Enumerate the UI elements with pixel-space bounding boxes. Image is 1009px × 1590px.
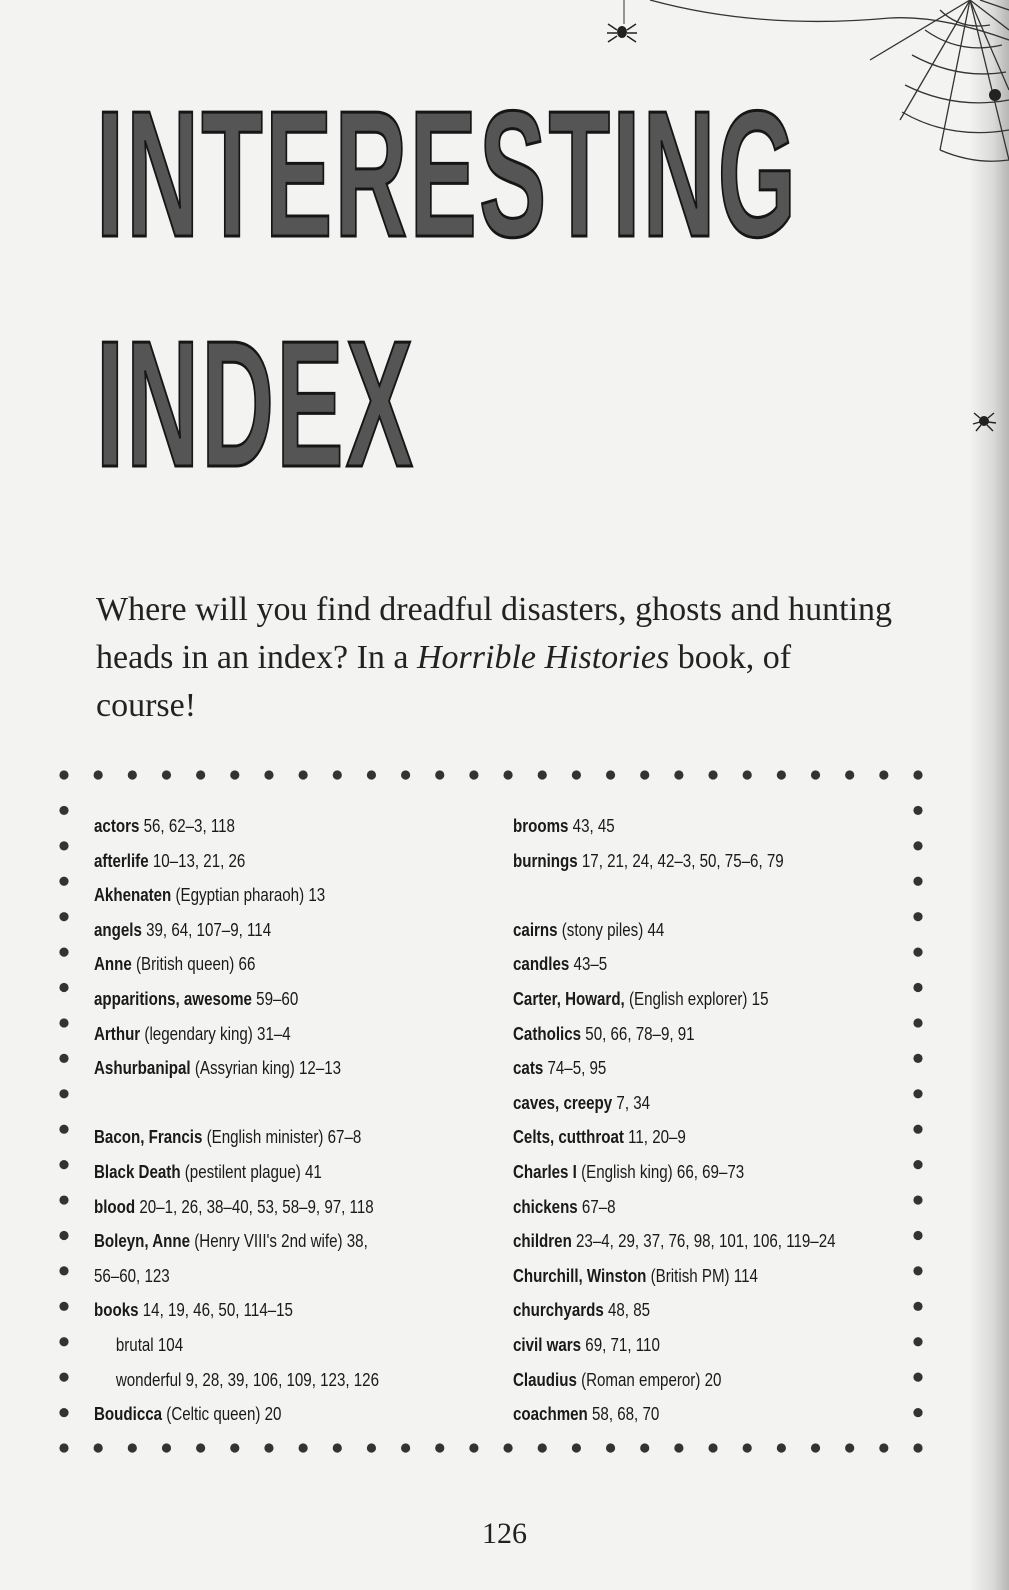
index-entry <box>513 1051 841 1086</box>
index-term: Akhenaten <box>94 885 172 906</box>
index-term: Bacon, Francis <box>94 1127 203 1148</box>
index-term: civil wars <box>513 1334 582 1355</box>
index-pages: 11, 20–9 <box>628 1127 686 1148</box>
border-dot <box>59 948 68 957</box>
index-pages: 41 <box>304 1161 322 1182</box>
index-entry <box>513 1397 841 1432</box>
index-entry <box>513 913 841 948</box>
border-dot <box>777 1443 786 1452</box>
border-dot <box>59 1018 68 1027</box>
index-entry <box>513 1224 841 1259</box>
index-term: Ashurbanipal <box>94 1058 191 1079</box>
border-dot <box>811 770 820 779</box>
border-dot <box>367 1443 376 1452</box>
border-dot <box>401 770 410 779</box>
index-pages: 66 <box>238 954 256 975</box>
border-dot <box>913 1373 922 1382</box>
index-pages: 104 <box>157 1334 184 1355</box>
border-dot <box>128 770 137 779</box>
index-entry <box>94 947 438 982</box>
index-note: brutal <box>115 1334 154 1355</box>
index-term: cats <box>513 1058 544 1079</box>
border-dot <box>538 1443 547 1452</box>
border-dot <box>59 1302 68 1311</box>
index-pages: 9, 28, 39, 106, 109, 123, 126 <box>185 1369 379 1390</box>
border-dot <box>469 1443 478 1452</box>
index-box <box>58 763 924 1463</box>
border-dot <box>743 770 752 779</box>
index-entry <box>513 1293 841 1328</box>
index-pages: 58, 68, 70 <box>592 1404 660 1425</box>
border-dot <box>606 1443 615 1452</box>
border-dot <box>469 770 478 779</box>
border-dot <box>913 912 922 921</box>
border-dot <box>845 770 854 779</box>
index-note: (British PM) <box>650 1265 730 1286</box>
index-pages: 20 <box>264 1404 282 1425</box>
border-dot <box>913 948 922 957</box>
index-pages: 23–4, 29, 37, 76, 98, 101, 106, 119–24 <box>576 1231 836 1252</box>
index-entry <box>94 982 438 1017</box>
index-entry <box>94 913 438 948</box>
index-term: Claudius <box>513 1369 577 1390</box>
index-entry <box>94 1328 438 1363</box>
border-dot <box>913 1231 922 1240</box>
index-term: blood <box>94 1196 136 1217</box>
index-entry <box>513 947 841 982</box>
index-term: Boleyn, Anne <box>94 1231 191 1252</box>
index-term: burnings <box>513 850 578 871</box>
border-dot <box>913 1195 922 1204</box>
index-entry <box>94 1224 438 1259</box>
border-dot <box>572 1443 581 1452</box>
border-dot <box>59 912 68 921</box>
index-pages: 50, 66, 78–9, 91 <box>585 1023 695 1044</box>
border-dot <box>59 877 68 886</box>
border-dot <box>196 1443 205 1452</box>
border-dot <box>264 770 273 779</box>
index-pages: 39, 64, 107–9, 114 <box>146 919 272 940</box>
border-dot <box>913 1054 922 1063</box>
index-pages: 56–60, 123 <box>94 1265 170 1286</box>
index-note: (English minister) <box>206 1127 324 1148</box>
border-dot <box>913 1443 922 1452</box>
index-note: (legendary king) <box>144 1023 253 1044</box>
index-entry <box>94 1051 438 1086</box>
index-pages: 20–1, 26, 38–40, 53, 58–9, 97, 118 <box>139 1196 374 1217</box>
intro-text-end: book, of course! <box>96 639 792 724</box>
border-dot <box>674 1443 683 1452</box>
border-dot <box>913 877 922 886</box>
border-dot <box>59 806 68 815</box>
index-pages: 15 <box>751 988 769 1009</box>
index-entry <box>94 1363 438 1398</box>
border-dot <box>264 1443 273 1452</box>
index-note: (Assyrian king) <box>194 1058 295 1079</box>
index-term: children <box>513 1231 572 1252</box>
index-note: (Egyptian pharaoh) <box>175 885 305 906</box>
index-term: candles <box>513 954 570 975</box>
index-entry <box>94 1259 438 1294</box>
border-dot <box>94 770 103 779</box>
border-dot <box>708 770 717 779</box>
index-pages: 74–5, 95 <box>547 1058 607 1079</box>
border-dot <box>640 770 649 779</box>
index-note: (English king) <box>581 1161 673 1182</box>
index-term: brooms <box>513 816 569 836</box>
index-term: Carter, Howard, <box>513 988 625 1009</box>
border-dot <box>59 1408 68 1417</box>
border-dot <box>503 770 512 779</box>
title-line-2: INDEX <box>96 304 416 505</box>
border-dot <box>59 1089 68 1098</box>
border-dot <box>913 1408 922 1417</box>
intro-book-title: Horrible Histories <box>417 639 670 676</box>
index-pages: 56, 62–3, 118 <box>143 816 235 836</box>
index-term: Black Death <box>94 1161 181 1182</box>
index-entry <box>513 1190 841 1225</box>
index-entry <box>94 1120 438 1155</box>
border-dot <box>879 1443 888 1452</box>
border-dot <box>59 1160 68 1169</box>
index-entry <box>94 1190 438 1225</box>
border-dot <box>811 1443 820 1452</box>
index-entry <box>513 878 841 913</box>
index-entry <box>94 1017 438 1052</box>
index-entry <box>94 1086 438 1121</box>
border-dot <box>299 1443 308 1452</box>
index-pages: 7, 34 <box>616 1092 651 1113</box>
border-dot <box>913 1302 922 1311</box>
index-entry <box>513 1017 841 1052</box>
index-term: caves, creepy <box>513 1092 613 1113</box>
border-dot <box>435 770 444 779</box>
index-pages: 69, 71, 110 <box>585 1334 660 1355</box>
border-dot <box>913 1266 922 1275</box>
index-column-left <box>94 809 504 1432</box>
border-dot <box>162 1443 171 1452</box>
border-dot <box>59 1054 68 1063</box>
border-dot <box>59 770 68 779</box>
index-entry <box>94 844 438 879</box>
border-dot <box>538 770 547 779</box>
border-dot <box>59 1337 68 1346</box>
border-dot <box>59 1125 68 1134</box>
border-dot <box>401 1443 410 1452</box>
index-term: chickens <box>513 1196 578 1217</box>
index-pages: 17, 21, 24, 42–3, 50, 75–6, 79 <box>581 850 784 871</box>
index-entry <box>513 1155 841 1190</box>
border-dot <box>59 1373 68 1382</box>
border-dot <box>606 770 615 779</box>
index-note: (British queen) <box>136 954 235 975</box>
index-pages: 48, 85 <box>607 1300 651 1321</box>
border-dot <box>94 1443 103 1452</box>
border-dot <box>367 770 376 779</box>
index-term: Anne <box>94 954 132 975</box>
index-pages: 114 <box>733 1265 758 1286</box>
index-pages: 44 <box>647 919 665 940</box>
index-column-right <box>513 809 903 1432</box>
border-dot <box>913 806 922 815</box>
page-number: 126 <box>482 1517 527 1550</box>
border-dot <box>59 1266 68 1275</box>
index-entry <box>513 1363 841 1398</box>
index-pages: 14, 19, 46, 50, 114–15 <box>142 1300 293 1321</box>
index-pages: 66, 69–73 <box>676 1161 745 1182</box>
border-dot <box>333 770 342 779</box>
intro-paragraph <box>96 586 896 730</box>
page-title <box>96 74 1009 545</box>
index-pages: 38, <box>346 1231 368 1252</box>
index-pages: 59–60 <box>256 988 299 1009</box>
border-dot <box>845 1443 854 1452</box>
index-entry <box>513 982 841 1017</box>
index-term: coachmen <box>513 1404 588 1425</box>
index-pages: 13 <box>308 885 326 906</box>
border-dot <box>674 770 683 779</box>
border-dot <box>59 1195 68 1204</box>
border-dot <box>503 1443 512 1452</box>
border-dot <box>708 1443 717 1452</box>
index-pages: 43–5 <box>573 954 608 975</box>
title-line-1: INTERESTING <box>96 74 799 275</box>
border-dot <box>913 1337 922 1346</box>
index-term: Arthur <box>94 1023 141 1044</box>
border-dot <box>913 1160 922 1169</box>
border-dot <box>640 1443 649 1452</box>
index-term: churchyards <box>513 1300 604 1321</box>
index-pages: 67–8 <box>581 1196 616 1217</box>
border-dot <box>743 1443 752 1452</box>
index-term: afterlife <box>94 850 149 871</box>
intro-text-start: Where will you find dreadful disasters, ghosts and hunting heads in an index? In a <box>96 591 893 676</box>
border-dot <box>572 770 581 779</box>
index-term: Boudicca <box>94 1404 163 1425</box>
index-term: books <box>94 1300 139 1321</box>
index-entry <box>94 878 438 913</box>
index-term: apparitions, awesome <box>94 988 252 1009</box>
index-term: Catholics <box>513 1023 582 1044</box>
border-dot <box>435 1443 444 1452</box>
index-entry <box>513 1259 841 1294</box>
border-dot <box>59 841 68 850</box>
index-note: (Roman emperor) <box>581 1369 701 1390</box>
index-term: actors <box>94 816 140 836</box>
index-entry <box>513 809 841 844</box>
index-note: (English explorer) <box>628 988 748 1009</box>
index-pages: 31–4 <box>257 1023 291 1044</box>
border-dot <box>59 1231 68 1240</box>
index-term: Churchill, Winston <box>513 1265 647 1286</box>
index-entry <box>513 844 841 879</box>
border-dot <box>879 770 888 779</box>
index-entry <box>513 1120 841 1155</box>
index-term: Celts, cutthroat <box>513 1127 624 1148</box>
border-dot <box>913 770 922 779</box>
border-dot <box>230 770 239 779</box>
border-dot <box>333 1443 342 1452</box>
index-entry <box>94 809 438 844</box>
border-dot <box>128 1443 137 1452</box>
index-note: (pestilent plague) <box>184 1161 301 1182</box>
border-dot <box>913 1018 922 1027</box>
spider-icon <box>604 0 640 48</box>
index-entry <box>94 1293 438 1328</box>
border-dot <box>59 1443 68 1452</box>
index-entry <box>94 1397 438 1432</box>
border-dot <box>196 770 205 779</box>
border-dot <box>59 983 68 992</box>
index-pages: 67–8 <box>327 1127 362 1148</box>
index-entry <box>513 1086 841 1121</box>
index-entry <box>513 1328 841 1363</box>
index-term: angels <box>94 919 142 940</box>
index-pages: 20 <box>704 1369 722 1390</box>
index-term: cairns <box>513 919 558 940</box>
border-dot <box>913 983 922 992</box>
border-dot <box>913 1125 922 1134</box>
border-dot <box>230 1443 239 1452</box>
index-note: (stony piles) <box>561 919 644 940</box>
border-dot <box>777 770 786 779</box>
border-dot <box>162 770 171 779</box>
index-note: wonderful <box>115 1369 182 1390</box>
index-note: (Celtic queen) <box>166 1404 261 1425</box>
index-pages: 12–13 <box>299 1058 342 1079</box>
index-entry <box>94 1155 438 1190</box>
index-note: (Henry VIII's 2nd wife) <box>194 1231 343 1252</box>
border-dot <box>913 1089 922 1098</box>
index-pages: 10–13, 21, 26 <box>152 850 246 871</box>
border-dot <box>299 770 308 779</box>
index-term: Charles I <box>513 1161 577 1182</box>
border-dot <box>913 841 922 850</box>
index-pages: 43, 45 <box>572 816 615 836</box>
